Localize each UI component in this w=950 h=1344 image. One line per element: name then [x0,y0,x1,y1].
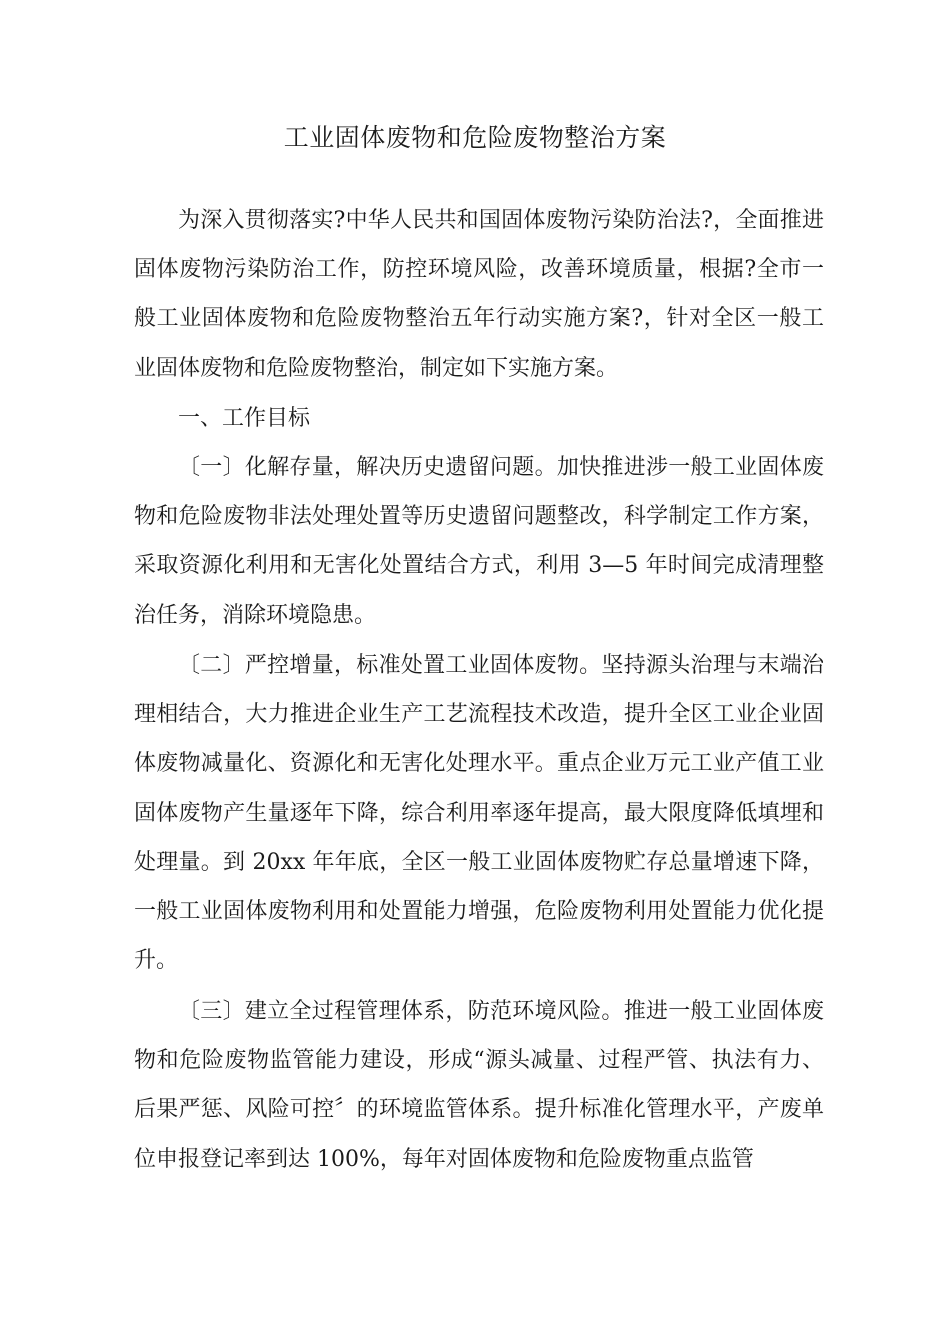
paragraph-intro: 为深入贯彻落实?中华人民共和国固体废物污染防治法?，全面推进固体废物污染防治工作，防控环境风险，改善环境质量，根据?全市一般工业固体废物和危险废物整治五年行动实施方案?，针对全区一般工业固体废物和危险废物整治，制定如下实施方案。 [134,208,824,381]
paragraph-goal-1: 〔一〕化解存量，解决历史遗留问题。加快推进涉一般工业固体废物和危险废物非法处理处置等历史遗留问题整改，科学制定工作方案，采取资源化利用和无害化处置结合方式，利用 3—5 年时间完成清理整治任务，消除环境隐患。 [134,455,824,628]
document-title: 工业固体废物和危险废物整治方案 [283,123,667,152]
section-heading-goals: 一、工作目标 [178,406,311,431]
paragraph-goal-2: 〔二〕严控增量，标准处置工业固体废物。坚持源头治理与末端治理相结合，大力推进企业生产工艺流程技术改造，提升全区工业企业固体废物减量化、资源化和无害化处理水平。重点企业万元工业产值工业固体废物产生量逐年下降，综合利用率逐年提高，最大限度降低填埋和处理量。到 20xx 年年底，全区一般工业固体废物贮存总量增速下降，一般工业固体废物利用和处置能力增强，危险废物利用处置能力优化提升。 [134,653,824,974]
paragraph-goal-3: 〔三〕建立全过程管理体系，防范环境风险。推进一般工业固体废物和危险废物监管能力建设，形成“源头减量、过程严管、执法有力、后果严惩、风险可控〞的环境监管体系。提升标准化管理水平，产废单位申报登记率到达 100%，每年对固体废物和危险废物重点监管 [134,999,824,1172]
